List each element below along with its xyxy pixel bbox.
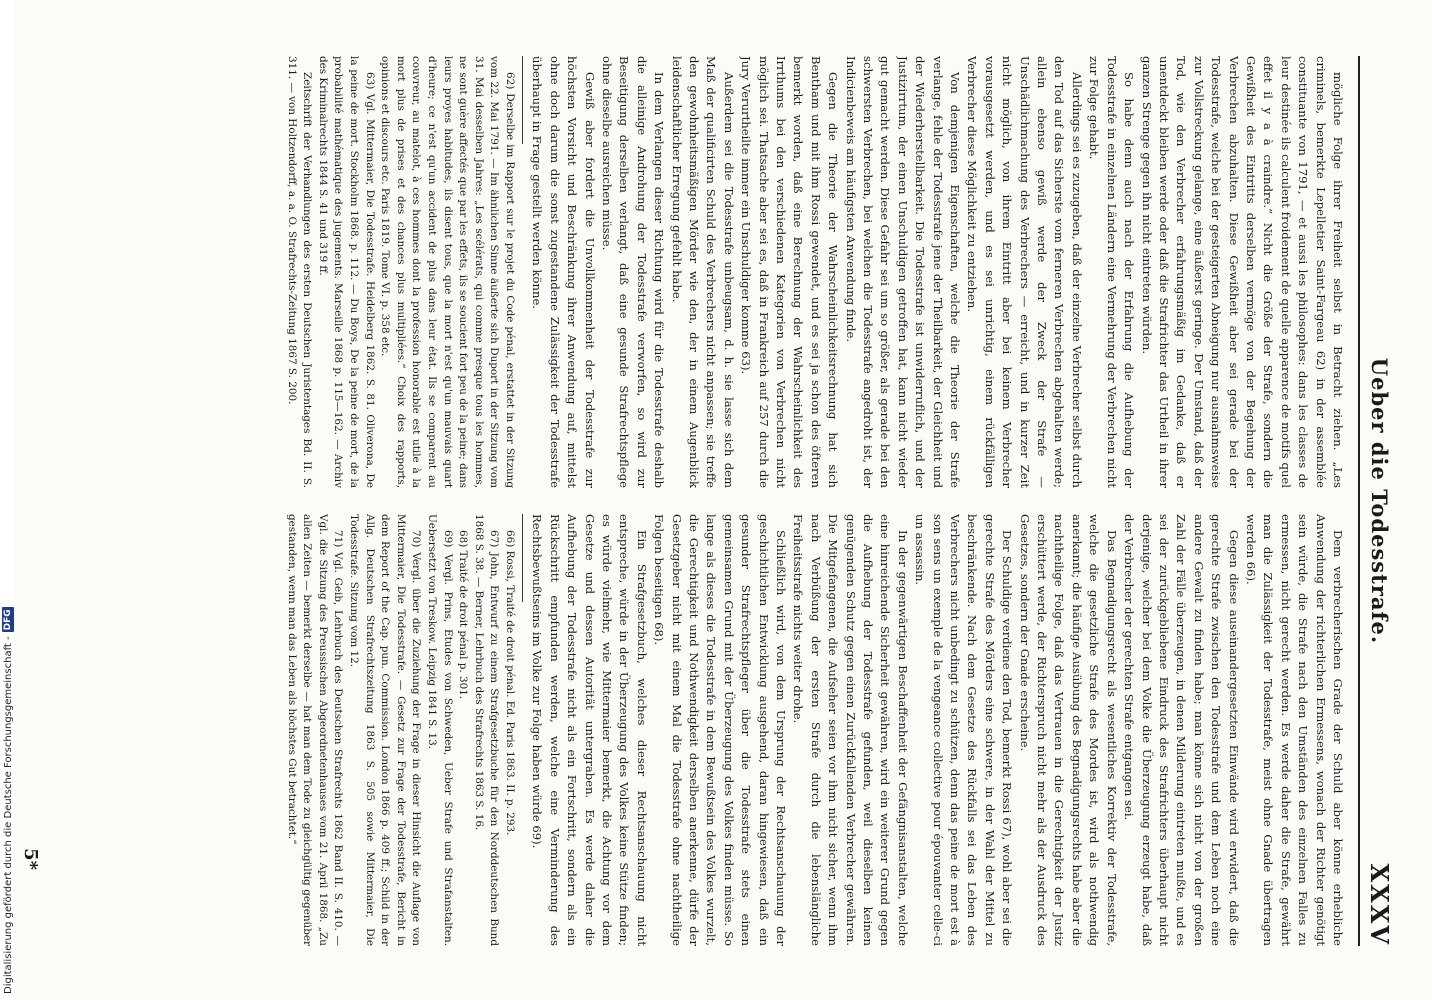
footnote: 62) Derselbe im Rapport sur le projet du Code pénal, erstattet in der Sitzung vom 22. Mai 1791. — Im ähnlichen Sinne äußerte sich Duport in der Sitzung vom 31. Mai desselben Jahres: „Les scélérats, qui comme presque tous les hommes, ne sont guère affectés que par les effets, ils se soucient fort peu de la peine; dans leurs proyes habitudes, ils disent tous, que la mort n'est qu'un mauvais quart d'heure; ce n'est qu'un accident de plus dans leur état. Ils se comparent au couvreur, au matelot, à ces hommes dont la profession honorable est utile à la mort plus de prises et des chances plus multipliées.“ Choix des rapports, opinions et discours etc. Paris 1819. Tome VI. p. 358 etc. [379,56,516,488]
footnote: 71) Vgl. Geib, Lehrbuch des Deutschen Strafrechts 1862 Band II. S. 410. — Vgl. die Sitzung des Preussischen Abgeordnetenhauses vom 21. April 1868. „Zu allen Zeiten — bemerkt derselbe — hat man dem Tode zu gleichgültig gegenüber gestanden, wenn man das Leben als höchstes Gut betrachtet.“ [285,514,345,946]
footnote: 70) Vergl. über die Zuziehung der Frage in dieser Hinsicht die Auflage von Mittermaier, Die Todesstrafe. — Gesetz zur Frage der Todesstrafe, Bericht in dem Report of the Cap. pun. Commission. London 1866 p. 409 ff.; Schild in der Allg. Deutschen Strafrechtszeitung 1863 S. 505 sowie Mittermaier, Die Todesstrafe. Sitzung vom 12. [347,514,423,946]
right-column-footnotes [283,514,517,946]
paragraph: Gewiß aber fordert die Unvollkommenheit der Todesstrafe zur höchsten Vorsicht und Beschränkung ihrer Anwendung auf, mittelst ohne doch darum die sonst zugestandene Zulässigkeit der Todesstrafe überhaupt in Frage gestellt werden könne. [530,56,597,488]
paragraph: Gegen diese auseinandergesetzten Einwände wird erwidert, daß die gerechte Strafe zwischen den Todesstrafe und dem Leben noch eine andere Gewalt zu finden habe; man könne sich nicht von der großen Zahl der Fälle überzeugen, in denen Milderung eintreten mußte, und es sei der zurückgebliebene Eindruck des Strafrichters überhaupt nicht derjenige, welcher bei dem Volke die Überzeugung erzeugt habe, daß der Verbrecher der gerechten Strafe entgangen sei. [1122,514,1241,946]
footnote: 68) Traité de droit pénal p. 301. [457,530,470,700]
left-column-footnotes [283,56,517,488]
left-column [62,56,1346,488]
paragraph: Gegen die Theorie der Wahrscheinlichkeitsrechnung hat sich Bentham und mit ihm Rossi gewendet, und es sei ja schon des öfteren bemerkt worden, daß eine Berechnung der Wahrscheinlichkeit des Irrthums bei den verschiedenen Kategorien von Verbrechen nicht möglich sei. Thatsache aber sei es, daß in Frankreich auf 257 durch die Jury Verurtheilte immer ein Unschuldiger komme 63). [739,56,841,488]
footnote-separator [522,514,523,602]
footnote: 63) Vgl. Mittermaier, Die Todesstrafe. Heidelberg 1862. S. 81. Oliverona, De la peine de mort. Stockholm 1868. p. 112. — Du Boys, De la peine de mort, de la probabilité mathématique des jugements. Marseille 1868 p. 115—162. — Archiv des Kriminalrechts 1844 S. 41 und 319 ff. [316,56,376,488]
footnote: Zeitschrift der Verhandlungen des ersten Deutschen Juristentages Bd. II. S. 311. — von Holtzendorff, a. a. O. Strafrechts-Zeitung 1867 S. 200. [285,56,314,488]
text-columns [62,56,1346,946]
paragraph: Ein Strafgesetzbuch, welches dieser Rechtsanschauung nicht entspreche, würde in der Überzeugung des Volkes keine Stütze finden; es würde vielmehr, wie Mittermaier bemerkt, die Achtung vor dem Gesetze und dessen Autorität untergraben. Es werde daher die Aufhebung der Todesstrafe nicht als ein Fortschritt, sondern als ein Rückschritt empfunden werden, welche eine Verminderung des Rechtsbewußtseins im Volke zur Folge haben würde 69). [530,514,649,946]
running-title: Ueber die Todesstrafe. [1367,357,1392,645]
footnote: 67) John, Entwurf zu einem Strafgesetzbuche für den Norddeutschen Bund 1868 S. 38. — Berner, Lehrbuch des Strafrechts 1863 S. 16. [472,514,501,946]
right-column [62,514,1346,946]
dfg-logo: DFG [3,609,13,631]
paragraph: Allerdings sei es zuzugeben, daß der einzelne Verbrecher selbst durch den Tod auf das Sicherste vom ferneren Verbrechen abgehalten werde; allein ebenso gewiß werde der Zweck der Strafe — Unschädlichmachung des Verbrechers — erreicht, und in kurzer Zeit nicht möglich, von ihrem Eintritt aber bei keinem Verbrecher vorausgesetzt werden, und es sei unrichtig, einem rückfälligen Verbrecher diese Möglichkeit zu entziehen. [965,56,1084,488]
signature-mark: 5* [20,848,41,870]
footnote: 69) Vergl. Prins, Etudes von Schweden, Ueber Strafe und Strafanstalten. Uebersetzt von Treskow. Leipzig 1841 S. 13. [425,514,454,946]
paragraph: Außerdem sei die Todesstrafe unbeugsam, d. h. sie lasse sich dem Maß der qualificirten Schuld des Verbrechers nicht anpassen; sie treffe den gewohnheitsmäßigen Mörder wie den, der in einem Augenblick leidenschaftlicher Erregung gefehlt habe. [669,56,736,488]
paragraph: mögliche Folge ihrer Freiheit selbst in Betracht ziehen. „Les criminels, bemerkte Lepelletier Saint-Fargeau 62) in der assemblée constituante von 1791, — et aussi les philosophes: dans les classes de leur destinée ils calculent froidement de quelle apparence de motifs quel effet il y a à craindre.“ Nicht die Größe der Strafe, sondern die Gewißheit des Eintritts derselben vermöge von der Begehung der Verbrechen abzuhalten. Diese Gewißheit aber sei gerade bei der Todesstrafe, welche bei der gesteigerten Abneigung nur ausnahmsweise zur Vollstreckung gelange, eine äußerst geringe. Der Umstand, daß der Tod, wie den Verbrecher erfahrungsmäßig im Gedanke, daß er unentdeckt bleiben werde oder daß die Strafrichter das Urtheil in ihrer ganzen Strenge gegen ihn nicht eintreten würden. [1139,56,1345,488]
paragraph: In der gegenwärtigen Beschaffenheit der Gefängnisanstalten, welche eine hinreichende Sicherheit gewähren, wird ein weiterer Grund gegen die Aufhebung der Todesstrafe gefunden, weil dieselben keinen genügenden Schutz gegen einen Zurückfallenden Verbrecher gewähren. Die Mitgefangenen, die Aufseher seien vor ihm nicht sicher, wenn ihm nach Verbüßung der ersten Strafe durch die lebenslängliche Freiheitsstrafe nichts weiter drohe. [791,514,910,946]
paragraph: In dem Verlangen dieser Richtung wird für die Todesstrafe deshalb die alleinige Androhung der Todesstrafe verworfen, so wird zur Beseitigung derselben verlangt, daß eine gesunde Strafrechtspflege ohne dieselbe ausreichen müsse. [599,56,667,488]
digitization-notice-text: Digitalisierung gefördert durch die Deutsche Forschungsgemeinschaft - [3,636,14,994]
paragraph: Schließlich wird, von dem Ursprung der Rechtsanschauung der geschichtlichen Entwicklung ausgehend, daran hingewiesen, daß ein gesunder Strafrechtspfleger über die Todesstrafe stets einen gemeinsamen Grund mit der Überzeugung des Volkes finden müsse. So lange als dieses die Todesstrafe in dem Bewußtsein des Volkes wurzelt, die Gerechtigkeit und Nothwendigkeit derselben anerkenne, dürfe der Gesetzgeber nicht mit einem Mal die Todesstrafe ohne nachtheilige Folgen beseitigen 68). [652,514,788,946]
paragraph: Dem verbrecherischen Grade der Schuld aber könne erhebliche Anwendung der richterlichen Ermessens, wonach der Richter genötigt sein würde, die Strafe nach den Umständen des einzelnen Falles zu ermessen, nicht gerecht werden. Es werde daher die Strafe, gewährt man die Zulässigkeit der Todesstrafe, meist ohne Gnade übertragen werden 66). [1243,514,1345,946]
paragraph: Der Schuldige verdiene den Tod, bemerkt Rossi 67), wohl aber sei die gerechte Strafe des Mörders eine schwere, in der Wahl der Mittel zu beschränkende. Nach dem Gesetze des Rückfalls sei das Leben des Verbrechers nicht unbedingt zu schützen, denn das peine de mort est à son sens un exemple de la vengeance collective pour épouvanter celle-ci un assassin. [913,514,1015,946]
footnote: 66) Rossi, Traité de droit pénal. Ed. Paris 1863. II. p. 293. [503,530,516,836]
paragraph: Das Begnadigungsrecht als wesentliches Korrektiv der Todesstrafe, welche die gesetzliche Strafe des Mordes ist, wird als nothwendig anerkannt; die häufige Ausübung des Begnadigungsrechts habe aber die nachtheilige Folge, daß das Vertrauen in die Gerechtigkeit der Justiz erschüttert werde, der Richterspruch nicht mehr als der Ausdruck des Gesetzes, sondern der Gnade erscheine. [1017,514,1119,946]
page-number: XXXV [1365,863,1394,946]
paragraph: So habe denn auch nach der Erfahrung die Aufhebung der Todesstrafe in einzelnen Ländern eine Vermehrung der Verbrechen nicht zur Folge gehabt. [1087,56,1137,488]
left-column-body [528,56,1346,488]
footnote-separator [522,56,523,144]
paragraph: Von demjenigen Eigenschaften, welche die Theorie der Strafe verlange, fehle der Todesstrafe jene der Theilbarkeit, der Gleichheit und der Wiederherstellbarkeit. Die Todesstrafe ist unwiderruflich, und der Justizirrtum, der einen Unschuldigen getroffen hat, kann nicht wieder gut gemacht werden. Diese Gefahr sei um so größer, als gerade bei den schwersten Verbrechen, bei welchen die Todesstrafe angedroht ist, der Indicienbeweis am häufigsten Anwendung finde. [843,56,963,488]
book-page [6,10,1416,990]
running-head [1358,56,1394,946]
right-column-body [528,514,1346,946]
